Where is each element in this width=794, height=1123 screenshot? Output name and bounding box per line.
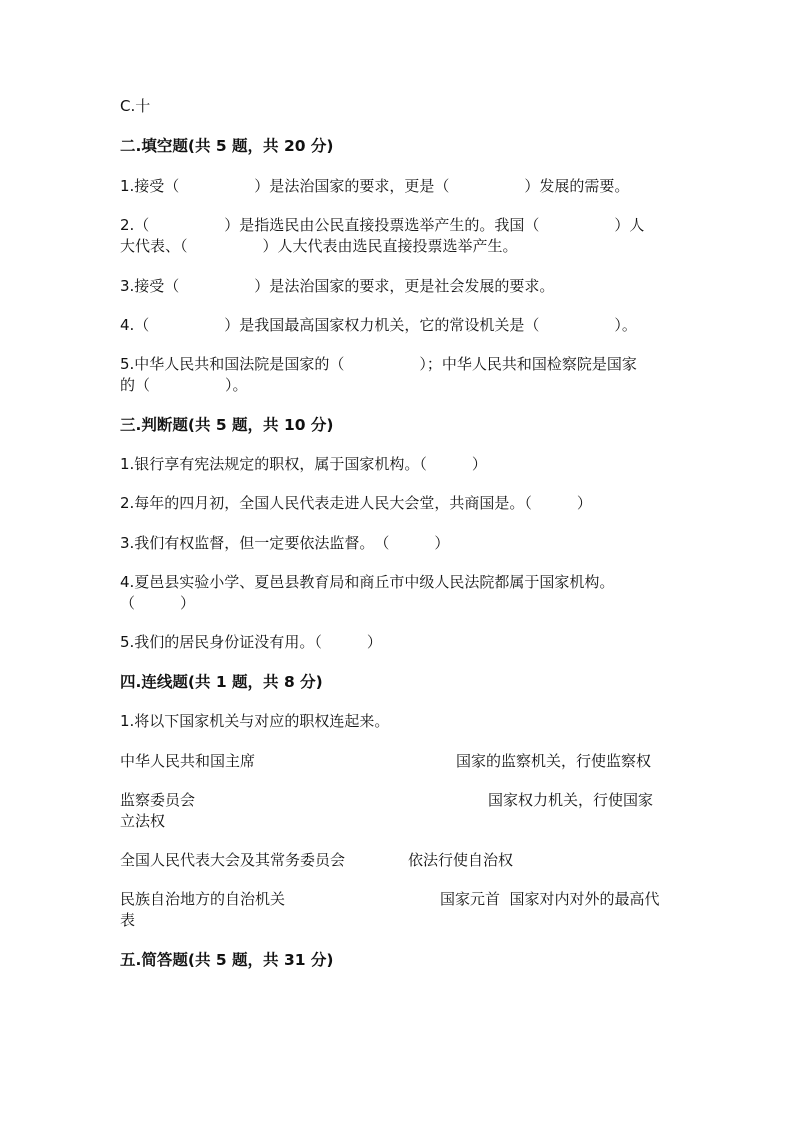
section-heading-true-false: 三.判断题(共 5 题，共 10 分) (120, 416, 334, 434)
fill-question-2-line-2: 大代表、（ ）人大代表由选民直接投票选举产生。 (120, 237, 518, 255)
section-heading-matching: 四.连线题(共 1 题，共 8 分) (120, 673, 323, 691)
section-heading-fill-blank: 二.填空题(共 5 题，共 20 分) (120, 137, 334, 155)
top-option: C.十 (120, 97, 151, 115)
match-right-2-continued: 立法权 (120, 812, 166, 830)
fill-question-5-line-1: 5.中华人民共和国法院是国家的（ ）；中华人民共和国检察院是国家 (120, 355, 637, 373)
judge-question-5: 5.我们的居民身份证没有用。（ ） (120, 633, 382, 651)
fill-question-4: 4.（ ）是我国最高国家权力机关，它的常设机关是（ ）。 (120, 316, 637, 334)
match-right-4: 国家元首 国家对内对外的最高代 (440, 890, 660, 908)
match-left-4: 民族自治地方的自治机关 (120, 890, 286, 908)
judge-question-2: 2.每年的四月初，全国人民代表走进人民大会堂，共商国是。（ ） (120, 494, 592, 512)
match-right-1: 国家的监察机关，行使监察权 (456, 752, 652, 770)
match-left-2: 监察委员会 (120, 791, 196, 809)
matching-instruction: 1.将以下国家机关与对应的职权连起来。 (120, 712, 390, 730)
match-right-4-continued: 表 (120, 911, 136, 929)
fill-question-5-line-2: 的（ ）。 (120, 376, 248, 394)
judge-question-4-line-2: （ ） (120, 594, 196, 612)
fill-question-2-line-1: 2.（ ）是指选民由公民直接投票选举产生的。我国（ ）人 (120, 216, 645, 234)
judge-question-4-line-1: 4.夏邑县实验小学、夏邑县教育局和商丘市中级人民法院都属于国家机构。 (120, 573, 615, 591)
fill-question-3: 3.接受（ ）是法治国家的要求，更是社会发展的要求。 (120, 277, 555, 295)
judge-question-3: 3.我们有权监督，但一定要依法监督。 （ ） (120, 534, 450, 552)
match-right-2: 国家权力机关，行使国家 (488, 791, 654, 809)
section-heading-short-answer: 五.简答题(共 5 题，共 31 分) (120, 951, 334, 969)
match-left-1: 中华人民共和国主席 (120, 752, 256, 770)
match-left-3: 全国人民代表大会及其常务委员会 (120, 851, 346, 869)
match-right-3: 依法行使自治权 (408, 851, 514, 869)
fill-question-1: 1.接受（ ）是法治国家的要求，更是（ ）发展的需要。 (120, 177, 630, 195)
judge-question-1: 1.银行享有宪法规定的职权，属于国家机构。（ ） (120, 455, 487, 473)
